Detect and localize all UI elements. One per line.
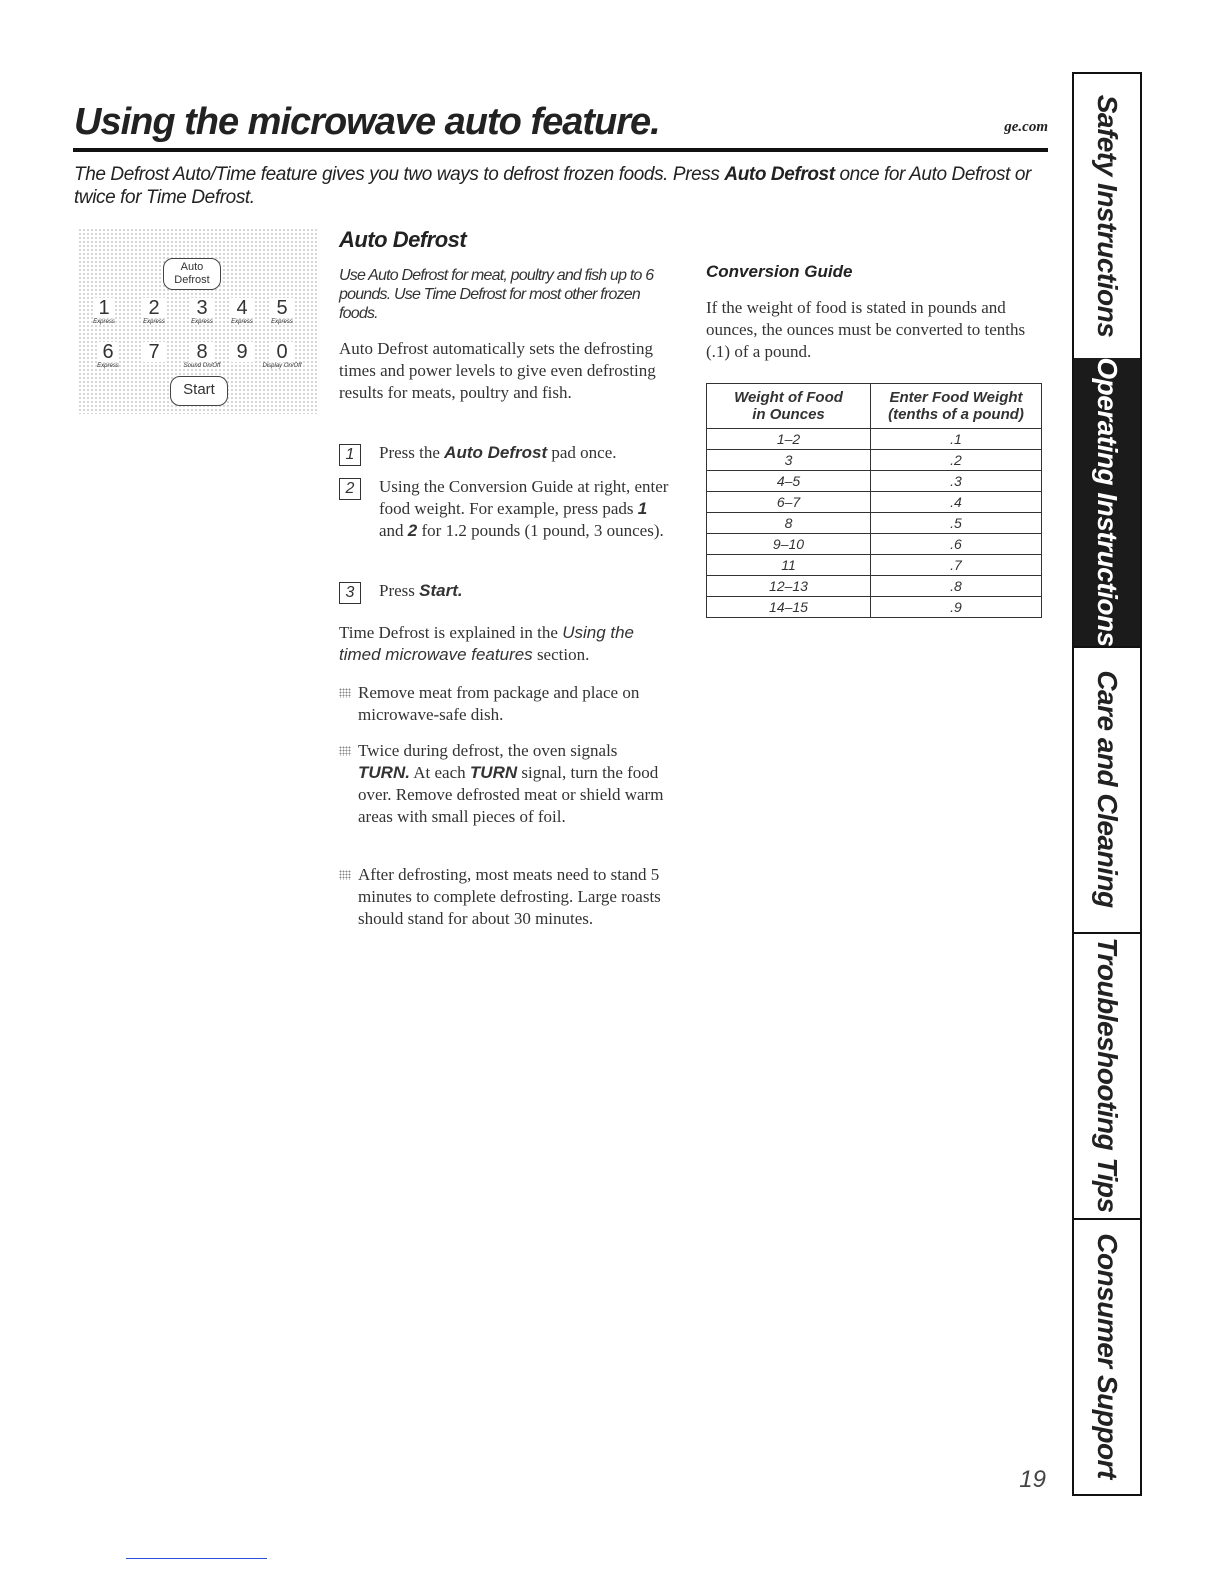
step-3: 3 Press Start. bbox=[339, 580, 669, 602]
table-row bbox=[707, 534, 1042, 555]
cell-ounces: 14–15 bbox=[707, 597, 871, 618]
key-2: 2 Express bbox=[143, 297, 165, 325]
tab-operating-instructions[interactable]: Operating Instructions bbox=[1074, 358, 1140, 648]
key-6: 6 Express bbox=[97, 341, 119, 369]
column-header-weight: Weight of Food in Ounces bbox=[707, 384, 871, 429]
bullet-icon bbox=[339, 746, 351, 756]
step-number: 3 bbox=[339, 582, 361, 604]
table-row bbox=[707, 429, 1042, 450]
cell-tenths: .9 bbox=[871, 597, 1042, 618]
conversion-guide-paragraph: If the weight of food is stated in pounds and ounces, the ounces must be converted to tenths (.1) of a pound. bbox=[706, 298, 1026, 361]
step-number: 1 bbox=[339, 444, 361, 466]
step-number: 2 bbox=[339, 478, 361, 500]
tab-consumer-support[interactable]: Consumer Support bbox=[1092, 1233, 1123, 1479]
table-row bbox=[707, 450, 1042, 471]
cell-tenths: .2 bbox=[871, 450, 1042, 471]
key-5: 5 Express bbox=[271, 297, 293, 325]
bullet-item: After defrosting, most meats need to stand 5 minutes to complete defrosting. Large roasts should stand for about 30 minutes. bbox=[339, 864, 669, 930]
auto-defrost-paragraph: Auto Defrost automatically sets the defrosting times and power levels to give even defrosting results for meats, poultry and fish. bbox=[339, 339, 656, 402]
section-tabs bbox=[1072, 72, 1142, 1496]
cell-tenths: .1 bbox=[871, 429, 1042, 450]
cell-ounces: 12–13 bbox=[707, 576, 871, 597]
table-row bbox=[707, 492, 1042, 513]
cell-ounces: 9–10 bbox=[707, 534, 871, 555]
key-0: 0 Display On/Off bbox=[262, 341, 302, 369]
key-3: 3 Express bbox=[191, 297, 213, 325]
key-7: 7 bbox=[134, 342, 174, 362]
step-1: 1 Press the Auto Defrost pad once. bbox=[339, 442, 669, 464]
cell-ounces: 11 bbox=[707, 555, 871, 576]
auto-defrost-heading: Auto Defrost bbox=[339, 227, 467, 252]
footer-line bbox=[126, 1558, 267, 1559]
cell-tenths: .7 bbox=[871, 555, 1042, 576]
cell-tenths: .8 bbox=[871, 576, 1042, 597]
table-row bbox=[707, 576, 1042, 597]
key-1: 1 Express bbox=[93, 297, 115, 325]
time-defrost-note: Time Defrost is explained in the Using the timed microwave features section. bbox=[339, 623, 635, 664]
conversion-table bbox=[706, 383, 1042, 618]
cell-tenths: .6 bbox=[871, 534, 1042, 555]
cell-ounces: 3 bbox=[707, 450, 871, 471]
bullet-item: Remove meat from package and place on microwave-safe dish. bbox=[339, 682, 669, 726]
auto-defrost-subtitle: Use Auto Defrost for meat, poultry and fish up to 6 pounds. Use Time Defrost for most other frozen foods. bbox=[339, 267, 654, 322]
cell-ounces: 8 bbox=[707, 513, 871, 534]
start-pad: Start bbox=[170, 376, 228, 406]
page-number: 19 bbox=[1019, 1466, 1046, 1493]
key-9: 9 bbox=[222, 342, 262, 362]
title-rule bbox=[73, 148, 1048, 152]
bullet-item: Twice during defrost, the oven signals TURN. At each TURN signal, turn the food over. Remove defrosted meat or shield warm areas with small pieces of foil. bbox=[339, 740, 669, 828]
cell-tenths: .4 bbox=[871, 492, 1042, 513]
table-row bbox=[707, 555, 1042, 576]
key-4: 4 Express bbox=[231, 297, 253, 325]
table-row bbox=[707, 471, 1042, 492]
page-title: Using the microwave auto feature. bbox=[74, 101, 660, 143]
tab-safety-instructions[interactable]: Safety Instructions bbox=[1074, 74, 1140, 360]
bullet-icon bbox=[339, 870, 351, 880]
table-row bbox=[707, 597, 1042, 618]
cell-ounces: 4–5 bbox=[707, 471, 871, 492]
cell-tenths: .5 bbox=[871, 513, 1042, 534]
column-header-enter-weight: Enter Food Weight (tenths of a pound) bbox=[871, 384, 1042, 429]
table-row bbox=[707, 513, 1042, 534]
bullet-icon bbox=[339, 688, 351, 698]
conversion-guide-heading: Conversion Guide bbox=[706, 262, 853, 281]
key-8: 8 Sound On/Off bbox=[183, 341, 221, 369]
cell-ounces: 6–7 bbox=[707, 492, 871, 513]
tab-troubleshooting-tips[interactable]: Troubleshooting Tips bbox=[1074, 932, 1140, 1220]
keypad-illustration bbox=[78, 228, 318, 414]
cell-tenths: .3 bbox=[871, 471, 1042, 492]
intro-text: The Defrost Auto/Time feature gives you two ways to defrost frozen foods. Press Auto Defrost once for Auto Defrost or twice for Time Defrost. bbox=[74, 164, 1031, 208]
auto-defrost-pad: Auto Defrost bbox=[163, 258, 221, 290]
step-2: 2 Using the Conversion Guide at right, enter food weight. For example, press pads 1 and 2 for 1.2 pounds (1 pound, 3 ounces). bbox=[339, 476, 669, 542]
site-url: ge.com bbox=[1004, 119, 1048, 135]
cell-ounces: 1–2 bbox=[707, 429, 871, 450]
tab-care-and-cleaning[interactable]: Care and Cleaning bbox=[1074, 646, 1140, 934]
table-header-row bbox=[707, 384, 1042, 429]
